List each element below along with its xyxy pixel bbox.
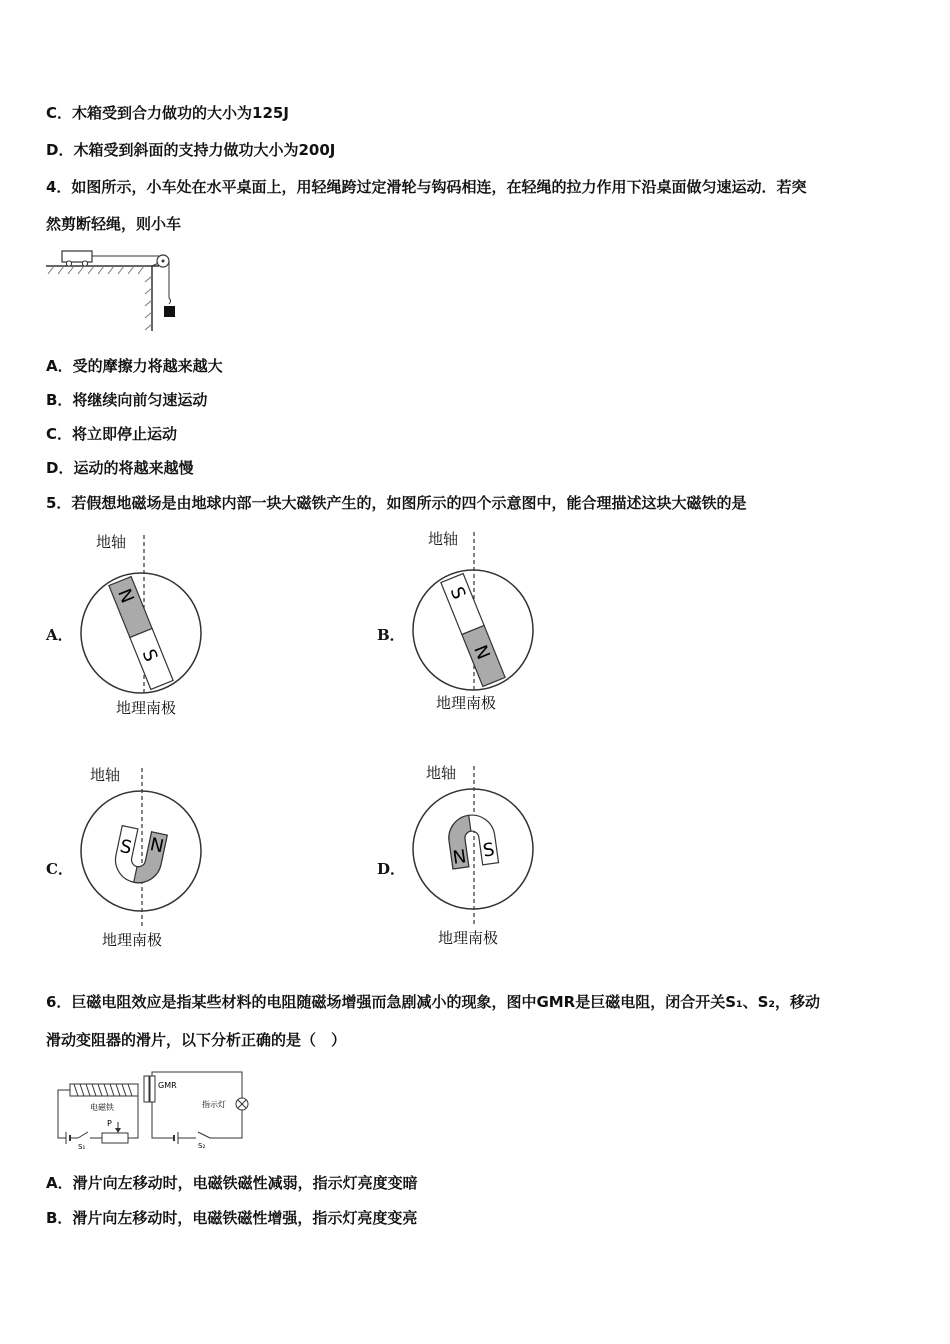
q5-c-axis-label: 地轴 [90, 766, 121, 784]
q5-b-pole-label: 地理南极 [436, 694, 497, 712]
slider-p-label: P [107, 1119, 112, 1128]
earth-magnet-d [410, 766, 540, 926]
lamp-label: 指示灯 [202, 1100, 226, 1109]
q6-stem-line1: 6．巨磁电阻效应是指某些材料的电阻随磁场增强而急剧减小的现象，图中GMR是巨磁电阻，闭合开关S₁、S₂，移动 [46, 993, 820, 1011]
earth-magnet-b [410, 532, 540, 692]
q5-d-pole-label: 地理南极 [438, 929, 499, 947]
q5-label-b: B． [377, 626, 405, 644]
s1-label: S₁ [78, 1143, 86, 1151]
q6-stem-line2: 滑动变阻器的滑片，以下分析正确的是（ ） [46, 1031, 347, 1049]
q5-d-axis-label: 地轴 [426, 764, 457, 782]
q4-option-c: C．将立即停止运动 [46, 425, 178, 443]
q5-c-pole-label: 地理南极 [102, 931, 163, 949]
q5-label-d: D． [377, 860, 406, 878]
earth-magnet-a [78, 535, 208, 695]
magnet-b-south: S [445, 583, 470, 603]
q5-label-a: A． [46, 626, 73, 644]
gmr-label: GMR [158, 1081, 177, 1090]
magnet-a-north: N [113, 585, 138, 607]
q3-option-c: C．木箱受到合力做功的大小为125J [46, 104, 289, 122]
q5-stem: 5．若假想地磁场是由地球内部一块大磁铁产生的，如图所示的四个示意图中，能合理描述这块大磁铁的是 [46, 494, 747, 512]
magnet-b-north: N [469, 642, 494, 663]
s2-label: S₂ [198, 1142, 206, 1150]
magnet-d-north: N [451, 846, 468, 869]
q4-stem-line1: 4．如图所示，小车处在水平桌面上，用轻绳跨过定滑轮与钩码相连，在轻绳的拉力作用下沿桌面做匀速运动．若突 [46, 178, 807, 196]
magnet-a-south: S [137, 646, 162, 665]
q4-option-b: B．将继续向前匀速运动 [46, 391, 208, 409]
q4-option-d: D．运动的将越来越慢 [46, 459, 194, 477]
q3-option-d: D．木箱受到斜面的支持力做功大小为200J [46, 141, 336, 159]
electromagnet-label: 电磁铁 [90, 1103, 114, 1112]
q5-b-axis-label: 地轴 [428, 530, 459, 548]
gmr-circuit-figure [52, 1070, 262, 1152]
q4-option-a: A．受的摩擦力将越来越大 [46, 357, 223, 375]
q5-a-axis-label: 地轴 [96, 533, 127, 551]
cart-pulley-figure [44, 246, 184, 336]
q5-a-pole-label: 地理南极 [116, 699, 177, 717]
magnet-d-south: S [481, 839, 496, 862]
q4-stem-line2: 然剪断轻绳，则小车 [46, 215, 182, 233]
q6-option-a: A．滑片向左移动时，电磁铁磁性减弱，指示灯亮度变暗 [46, 1174, 418, 1192]
q5-label-c: C． [46, 860, 73, 878]
q6-option-b: B．滑片向左移动时，电磁铁磁性增强，指示灯亮度变亮 [46, 1209, 418, 1227]
magnet-c-south: S [118, 835, 134, 859]
earth-magnet-c [78, 768, 208, 928]
magnet-c-north: N [148, 834, 166, 858]
